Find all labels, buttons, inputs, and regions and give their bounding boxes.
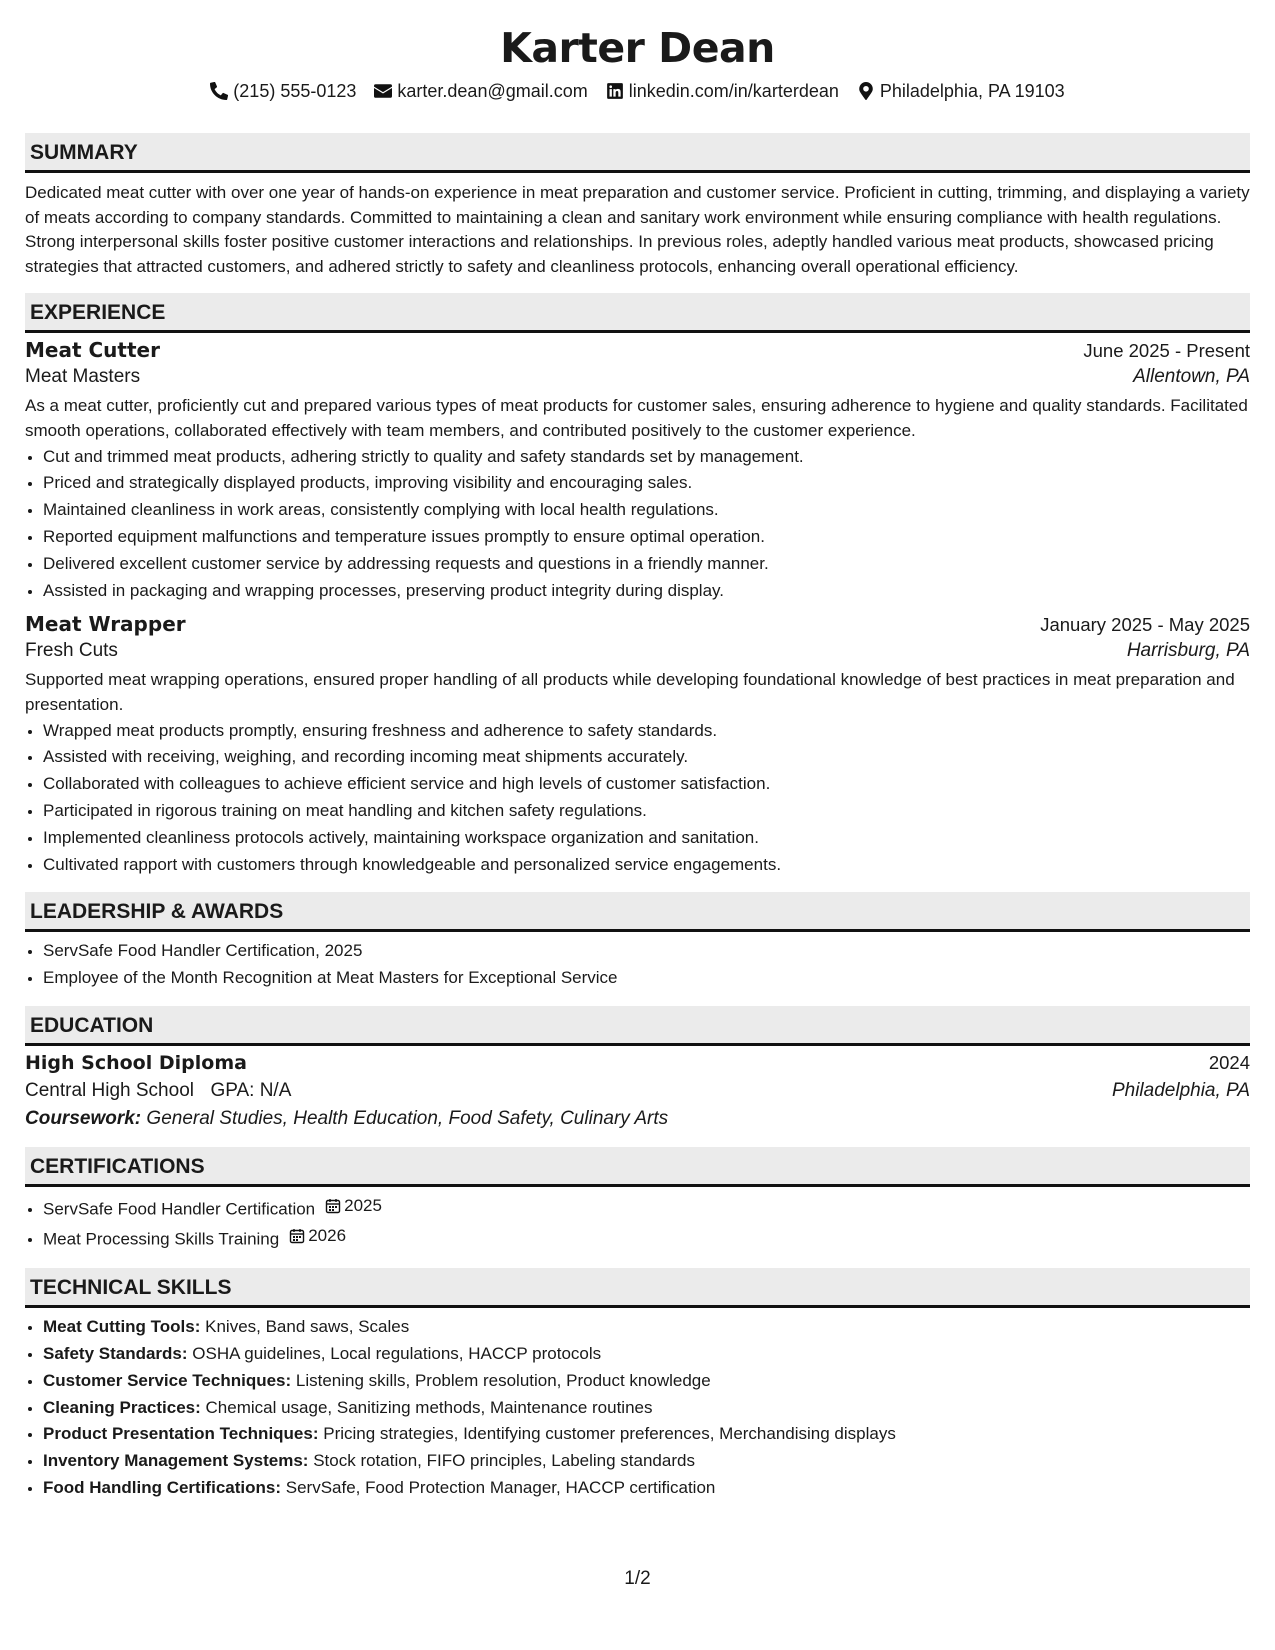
job-company: Meat Masters: [25, 366, 141, 388]
education-entry: [25, 1052, 1250, 1130]
cert-name: ServSafe Food Handler Certification: [43, 1199, 316, 1219]
section-header-leadership: LEADERSHIP & AWARDS: [25, 892, 1250, 932]
skill-label: Safety Standards:: [43, 1344, 188, 1364]
list-item: • Participated in rigorous training on meat handling and kitchen safety regulations.: [43, 798, 1250, 825]
calendar-icon: [289, 1228, 305, 1244]
contact-location: [857, 78, 1065, 104]
phone-text: (215) 555-0123: [233, 81, 357, 101]
list-item: • Priced and strategically displayed products, improving visibility and encouraging sales.: [43, 470, 1250, 497]
list-item: [43, 1223, 1250, 1253]
list-item: • Maintained cleanliness in work areas, consistently complying with local health regulations.: [43, 497, 1250, 524]
list-item: • Assisted with receiving, weighing, and recording incoming meat shipments accurately.: [43, 744, 1250, 771]
skill-value: Pricing strategies, Identifying customer preferences, Merchandising displays: [323, 1424, 896, 1444]
phone-icon: [210, 82, 228, 100]
education-year: 2024: [1208, 1051, 1250, 1073]
education-school-group: [25, 1080, 291, 1102]
job-company-row: [25, 366, 1250, 388]
job-title: Meat Wrapper: [25, 612, 186, 637]
job-dates: June 2025 - Present: [1083, 340, 1250, 362]
job-company-row: [25, 640, 1250, 662]
skill-value: Knives, Band saws, Scales: [205, 1317, 410, 1337]
coursework-text: General Studies, Health Education, Food Safety, Culinary Arts: [146, 1107, 669, 1129]
skill-value: Listening skills, Problem resolution, Product knowledge: [295, 1370, 711, 1390]
list-item: • Reported equipment malfunctions and temperature issues promptly to ensure optimal operation.: [43, 524, 1250, 551]
skill-value: Chemical usage, Sanitizing methods, Maintenance routines: [205, 1397, 653, 1417]
contact-linkedin[interactable]: [606, 78, 839, 104]
location-text: Philadelphia, PA 19103: [879, 81, 1065, 101]
job-description: As a meat cutter, proficiently cut and prepared various types of meat products for customer sales, ensuring adherence to hygiene and quality standards. Facilitated smooth operations, collaborated effectively with team members, and contributed positively to the customer experience.: [25, 396, 1248, 440]
education-school: Central High School: [25, 1079, 194, 1101]
list-item: • Assisted in packaging and wrapping processes, preserving product integrity during display.: [43, 578, 1250, 605]
education-degree: High School Diploma: [25, 1051, 247, 1074]
list-item: [43, 1368, 1250, 1395]
education-school-row: [25, 1080, 1250, 1102]
education-location: Philadelphia, PA: [1111, 1079, 1250, 1101]
list-item: • Collaborated with colleagues to achieve efficient service and high levels of customer satisfaction.: [43, 771, 1250, 798]
page-number: 1/2: [624, 1568, 651, 1589]
cert-year: 2026: [308, 1226, 347, 1246]
summary-text: Dedicated meat cutter with over one year of hands-on experience in meat preparation and customer service. Proficient in cutting, trimming, and displaying a variety of meats according to company standards. Committed to maintaining a clean and sanitary work environment while ensuring compliance with health regulations. Strong interpersonal skills foster positive customer interactions and relationships. In previous roles, adeptly handled various meat products, showcased pricing strategies that attracted customers, and adhered strictly to safety and cleanliness protocols, enhancing overall operational efficiency.: [25, 183, 1250, 276]
list-item: • Implemented cleanliness protocols actively, maintaining workspace organization and sanitation.: [43, 825, 1250, 852]
coursework-label: Coursework:: [25, 1107, 142, 1129]
contact-phone: [210, 78, 356, 104]
skill-label: Meat Cutting Tools:: [43, 1317, 201, 1337]
skill-value: ServSafe, Food Protection Manager, HACCP certification: [285, 1478, 716, 1498]
calendar-icon: [325, 1198, 341, 1214]
linkedin-text: linkedin.com/in/karterdean: [628, 81, 839, 101]
list-item: [43, 1341, 1250, 1368]
list-item: • Employee of the Month Recognition at Meat Masters for Exceptional Service: [43, 965, 1250, 992]
certifications-list: [25, 1193, 1250, 1253]
skill-label: Inventory Management Systems:: [43, 1451, 309, 1471]
skill-label: Cleaning Practices:: [43, 1397, 201, 1417]
resume-page: [25, 0, 1250, 1502]
job-location: Allentown, PA: [1133, 366, 1250, 388]
list-item: • Cut and trimmed meat products, adhering strictly to quality and safety standards set by management.: [43, 444, 1250, 471]
section-header-technical-skills: TECHNICAL SKILLS: [25, 1268, 1250, 1308]
job-entry: [25, 338, 1250, 604]
linkedin-icon: [606, 82, 624, 100]
education-gpa: GPA: N/A: [210, 1079, 292, 1101]
skills-list: [25, 1314, 1250, 1502]
job-company: Fresh Cuts: [25, 640, 118, 662]
list-item: [43, 1421, 1250, 1448]
job-title-row: [25, 612, 1250, 636]
skill-value: Stock rotation, FIFO principles, Labeling standards: [313, 1451, 695, 1471]
education-coursework: [25, 1108, 1250, 1130]
cert-year: 2025: [344, 1195, 382, 1215]
section-header-summary: SUMMARY: [25, 133, 1250, 173]
skill-label: Food Handling Certifications:: [43, 1478, 281, 1498]
list-item: • Wrapped meat products promptly, ensuring freshness and adherence to safety standards.: [43, 718, 1250, 745]
envelope-icon: [374, 82, 392, 100]
list-item: [43, 1314, 1250, 1341]
list-item: • Cultivated rapport with customers through knowledgeable and personalized service engagements.: [43, 852, 1250, 879]
job-description: Supported meat wrapping operations, ensured proper handling of all products while developing foundational knowledge of best practices in meat preparation and presentation.: [25, 670, 1235, 714]
job-title: Meat Cutter: [25, 338, 160, 363]
cert-date: [325, 1193, 382, 1220]
skill-value: OSHA guidelines, Local regulations, HACCP protocols: [192, 1344, 602, 1364]
job-location: Harrisburg, PA: [1126, 640, 1250, 662]
list-item: [43, 1448, 1250, 1475]
skill-label: Customer Service Techniques:: [43, 1370, 292, 1390]
leadership-list: [25, 938, 1250, 992]
job-title-row: [25, 338, 1250, 362]
section-header-education: EDUCATION: [25, 1006, 1250, 1046]
list-item: • ServSafe Food Handler Certification, 2025: [43, 938, 1250, 965]
job-bullets: [25, 718, 1250, 879]
job-dates: January 2025 - May 2025: [1040, 614, 1250, 636]
candidate-name: Karter Dean: [500, 24, 775, 72]
section-header-certifications: CERTIFICATIONS: [25, 1147, 1250, 1187]
list-item: [43, 1193, 1250, 1223]
section-header-experience: EXPERIENCE: [25, 293, 1250, 333]
education-degree-row: [25, 1052, 1250, 1074]
job-bullets: [25, 444, 1250, 605]
cert-name: Meat Processing Skills Training: [43, 1229, 280, 1249]
map-pin-icon: [857, 82, 875, 100]
job-entry: [25, 612, 1250, 878]
list-item: [43, 1475, 1250, 1502]
list-item: • Delivered excellent customer service by addressing requests and questions in a friendly manner.: [43, 551, 1250, 578]
contact-bar: [25, 78, 1250, 104]
skill-label: Product Presentation Techniques:: [43, 1424, 319, 1444]
cert-date: [289, 1223, 346, 1250]
email-text: karter.dean@gmail.com: [397, 81, 588, 101]
contact-email[interactable]: [374, 78, 587, 104]
list-item: [43, 1395, 1250, 1422]
